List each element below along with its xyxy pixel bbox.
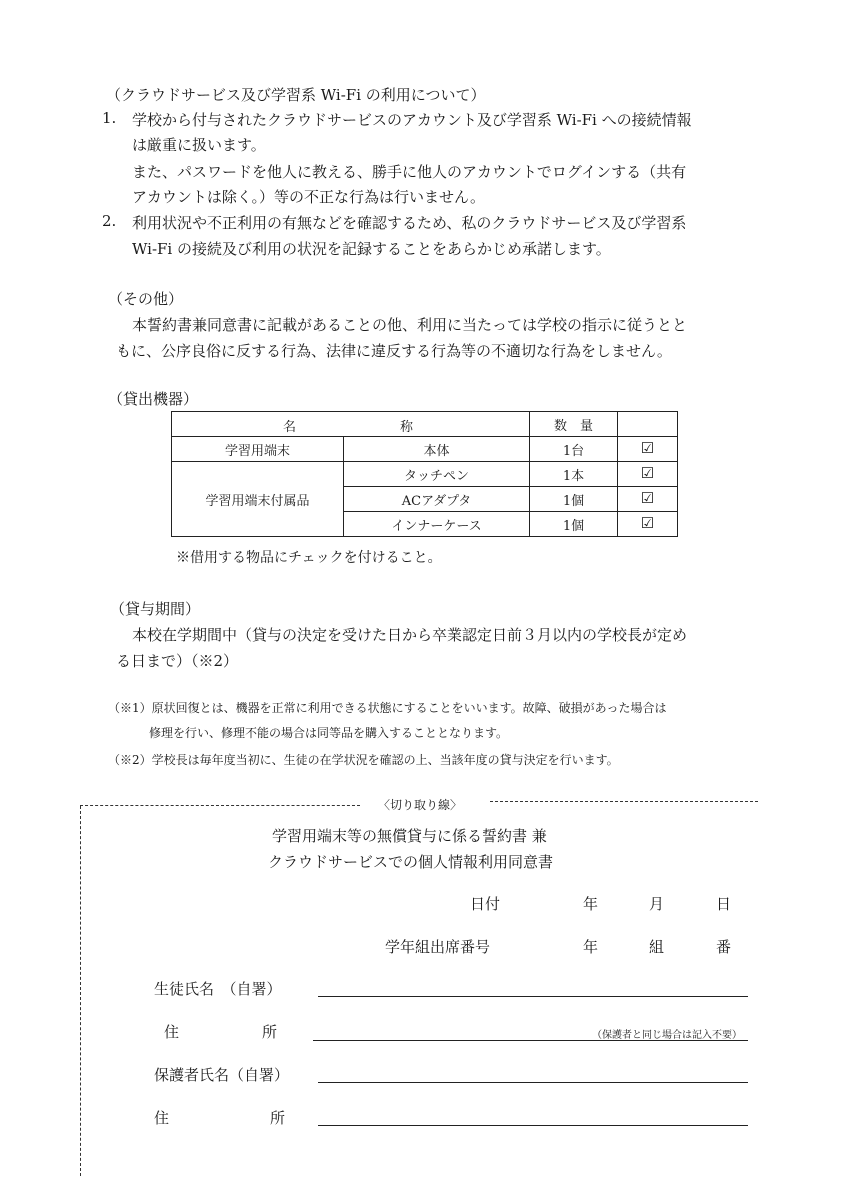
quantity-cell: 1台 bbox=[530, 437, 618, 462]
item-cell: インナーケース bbox=[344, 512, 530, 537]
class-number-label: 学年組出席番号 bbox=[385, 938, 491, 956]
header-check-cell bbox=[618, 412, 678, 437]
item-1-number: 1. bbox=[102, 109, 117, 127]
other-section-text-line2: もに、公序良俗に反する行為、法律に違反する行為等の不適切な行為をしません。 bbox=[116, 342, 672, 360]
cloud-section-heading: （クラウドサービス及び学習系 Wi-Fi の利用について） bbox=[106, 86, 486, 104]
grade-label[interactable]: 年 bbox=[583, 938, 599, 956]
cut-line-left bbox=[80, 805, 360, 806]
check-cell[interactable] bbox=[618, 487, 678, 512]
student-name-label: 生徒氏名 （自署） bbox=[154, 980, 282, 998]
date-label: 日付 bbox=[470, 895, 501, 913]
checkbox-checked-icon[interactable]: ☑ bbox=[640, 489, 655, 507]
check-cell[interactable] bbox=[618, 512, 678, 537]
guardian-address-label-1: 住 bbox=[154, 1109, 170, 1127]
header-name-char-1: 名 bbox=[283, 420, 297, 435]
quantity-cell: 1個 bbox=[530, 487, 618, 512]
cut-line-label: 〈切り取り線〉 bbox=[378, 798, 463, 812]
guardian-address-label-2: 所 bbox=[270, 1109, 286, 1127]
equipment-section-heading: （貸出機器） bbox=[108, 390, 199, 408]
quantity-cell: 1本 bbox=[530, 462, 618, 487]
date-year-label[interactable]: 年 bbox=[583, 895, 599, 913]
check-cell[interactable] bbox=[618, 462, 678, 487]
checkbox-checked-icon[interactable]: ☑ bbox=[640, 464, 655, 482]
item-1-text-line4: アカウントは除く。）等の不正な行為は行いません。 bbox=[132, 188, 485, 206]
group-cell: 学習用端末 bbox=[172, 437, 344, 462]
date-month-label[interactable]: 月 bbox=[649, 895, 665, 913]
footnote-2: （※2）学校長は毎年度当初に、生徒の在学状況を確認の上、当該年度の貸与決定を行います。 bbox=[108, 753, 619, 767]
header-name-cell bbox=[172, 412, 530, 437]
loan-period-text-line1: 本校在学期間中（貸与の決定を受けた日から卒業認定日前３月以内の学校長が定め bbox=[132, 626, 688, 644]
checkbox-checked-icon[interactable]: ☑ bbox=[640, 514, 655, 532]
header-name-char-2: 称 bbox=[400, 420, 414, 435]
check-cell[interactable] bbox=[618, 437, 678, 462]
equipment-note: ※借用する物品にチェックを付けること。 bbox=[176, 550, 442, 566]
group-cell: 学習用端末付属品 bbox=[172, 462, 344, 537]
guardian-address-field[interactable] bbox=[318, 1125, 748, 1126]
form-title-line2: クラウドサービスでの個人情報利用同意書 bbox=[268, 853, 554, 871]
footnote-1-line1: （※1）原状回復とは、機器を正常に利用できる状態にすることをいいます。故障、破損があった場合は bbox=[108, 701, 667, 715]
footnote-1-line2: 修理を行い、修理不能の場合は同等品を購入することとなります。 bbox=[149, 726, 509, 740]
table-row bbox=[172, 462, 678, 487]
cut-line-vertical bbox=[80, 806, 81, 1176]
guardian-name-label: 保護者氏名（自署） bbox=[154, 1066, 290, 1084]
student-address-label-1: 住 bbox=[164, 1023, 180, 1041]
class-label[interactable]: 組 bbox=[649, 938, 665, 956]
other-section-text-line1: 本誓約書兼同意書に記載があることの他、利用に当たっては学校の指示に従うとと bbox=[132, 316, 688, 334]
table-header-row bbox=[172, 412, 678, 437]
loan-period-text-line2: る日まで）（※2） bbox=[116, 652, 239, 670]
item-2-number: 2. bbox=[102, 212, 117, 230]
item-1-text-line1: 学校から付与されたクラウドサービスのアカウント及び学習系 Wi-Fi への接続情報 bbox=[132, 111, 692, 129]
item-1-text-line3: また、パスワードを他人に教える、勝手に他人のアカウントでログインする（共有 bbox=[132, 163, 687, 181]
student-address-field[interactable] bbox=[313, 1040, 748, 1041]
other-section-heading: （その他） bbox=[108, 290, 184, 308]
equipment-table bbox=[171, 411, 678, 537]
loan-period-heading: （貸与期間） bbox=[110, 600, 201, 618]
form-title-line1: 学習用端末等の無償貸与に係る誓約書 兼 bbox=[272, 827, 547, 845]
quantity-cell: 1個 bbox=[530, 512, 618, 537]
guardian-name-field[interactable] bbox=[318, 1082, 748, 1083]
item-2-text-line1: 利用状況や不正利用の有無などを確認するため、私のクラウドサービス及び学習系 bbox=[132, 214, 687, 232]
item-cell: タッチペン bbox=[344, 462, 530, 487]
student-name-field[interactable] bbox=[318, 996, 748, 997]
address-note: （保護者と同じ場合は記入不要） bbox=[592, 1030, 742, 1041]
cut-line-right bbox=[490, 801, 758, 802]
item-cell: ACアダプタ bbox=[344, 487, 530, 512]
item-1-text-line2: は厳重に扱います。 bbox=[132, 136, 266, 154]
item-2-text-line2: Wi-Fi の接続及び利用の状況を記録することをあらかじめ承諾します。 bbox=[132, 240, 611, 258]
student-address-label-2: 所 bbox=[262, 1023, 278, 1041]
checkbox-checked-icon[interactable]: ☑ bbox=[640, 439, 655, 457]
table-row bbox=[172, 437, 678, 462]
header-quantity-cell: 数 量 bbox=[530, 412, 618, 437]
seat-number-label[interactable]: 番 bbox=[716, 938, 732, 956]
item-cell: 本体 bbox=[344, 437, 530, 462]
date-day-label[interactable]: 日 bbox=[716, 895, 732, 913]
